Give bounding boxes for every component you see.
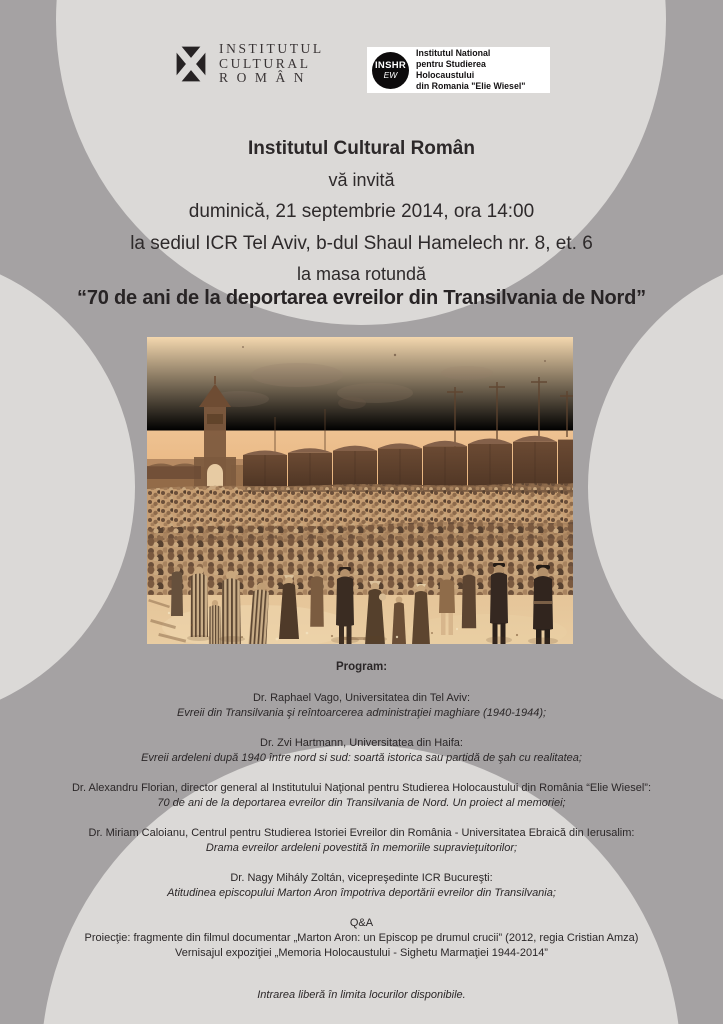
inshr-logo-text bbox=[416, 48, 545, 92]
inshr-line1: Institutul National bbox=[416, 48, 491, 58]
historical-photo bbox=[147, 337, 573, 644]
program-section bbox=[0, 660, 723, 1003]
invitation-datetime: duminică, 21 septembrie 2014, ora 14:00 bbox=[188, 201, 535, 222]
inshr-line3: din Romania "Elie Wiesel" bbox=[416, 81, 526, 91]
program-speaker: Dr. Alexandru Florian, director general al Institutului Naţional pentru Studierea Holocaustului din România “Elie Wiesel”: bbox=[71, 782, 651, 794]
entry-note: Intrarea liberă în limita locurilor disponibile. bbox=[257, 989, 466, 1001]
icr-line1: INSTITUTUL bbox=[219, 41, 324, 56]
inshr-line2: pentru Studierea Holocaustului bbox=[416, 59, 486, 80]
program-talk-title: Atitudinea episcopului Marton Aron împotriva deportării evreilor din Transilvania; bbox=[167, 887, 556, 899]
program-talk-title: 70 de ani de la deportarea evreilor din Transilvania de Nord. Un proiect al memoriei; bbox=[157, 797, 566, 809]
program-speaker: Dr. Raphael Vago, Universitatea din Tel Aviv: bbox=[252, 692, 471, 704]
inshr-logo bbox=[367, 47, 550, 93]
program-qa: Q&A bbox=[349, 917, 374, 929]
program-talk-title: Evreii ardeleni după 1940 între nord si sud: soartă istorica sau partidă de şah cu realitatea; bbox=[141, 752, 582, 764]
program-item bbox=[0, 691, 723, 721]
invitation-event-type: la masa rotundă bbox=[296, 264, 427, 284]
program-screening: Proiecţie: fragmente din filmul documentar „Marton Aron: un Episcop pe drumul crucii” (2012, regia Cristian Amza) bbox=[84, 932, 639, 944]
icr-logo bbox=[176, 42, 324, 86]
program-heading: Program: bbox=[335, 661, 388, 673]
program-talk-title: Drama evreilor ardeleni povestită în memoriile supravieţuitorilor; bbox=[205, 842, 518, 854]
invitation-host: Institutul Cultural Român bbox=[248, 138, 475, 159]
icr-logo-text bbox=[219, 42, 324, 86]
program-speaker: Dr. Zvi Hartmann, Universitatea din Haifa: bbox=[260, 737, 463, 749]
program-talk-title: Evreii din Transilvania şi reîntoarcerea administraţiei maghiare (1940-1944); bbox=[176, 707, 547, 719]
program-item bbox=[0, 826, 723, 856]
icr-line3: R O M Â N bbox=[219, 70, 307, 85]
invitation-invites: vă invită bbox=[328, 170, 395, 190]
program-speaker: Dr. Nagy Mihály Zoltán, vicepreşedinte ICR Bucureşti: bbox=[230, 872, 493, 884]
bg-circle-right bbox=[588, 252, 723, 722]
bg-circle-left bbox=[0, 252, 135, 722]
icr-line2: CULTURAL bbox=[219, 55, 311, 71]
invitation-venue: la sediul ICR Tel Aviv, b-dul Shaul Hamelech nr. 8, et. 6 bbox=[130, 233, 593, 254]
program-speaker: Dr. Miriam Caloianu, Centrul pentru Studierea Istoriei Evreilor din România - Universitatea Ebraică din Ierusalim: bbox=[88, 827, 635, 839]
program-item bbox=[0, 781, 723, 811]
program-item bbox=[0, 871, 723, 901]
event-title: “70 de ani de la deportarea evreilor din Transilvania de Nord” bbox=[77, 287, 646, 309]
program-item bbox=[0, 736, 723, 766]
inshr-badge-icon bbox=[372, 52, 409, 89]
historical-photo-image bbox=[147, 337, 573, 644]
icr-logo-mark bbox=[176, 46, 206, 82]
program-exhibition: Vernisajul expoziţiei „Memoria Holocaustului - Sighetu Marmaţiei 1944-2014” bbox=[175, 947, 548, 959]
inshr-badge-acronym: INSHR bbox=[374, 59, 407, 71]
inshr-badge-ew: EW bbox=[383, 70, 398, 80]
